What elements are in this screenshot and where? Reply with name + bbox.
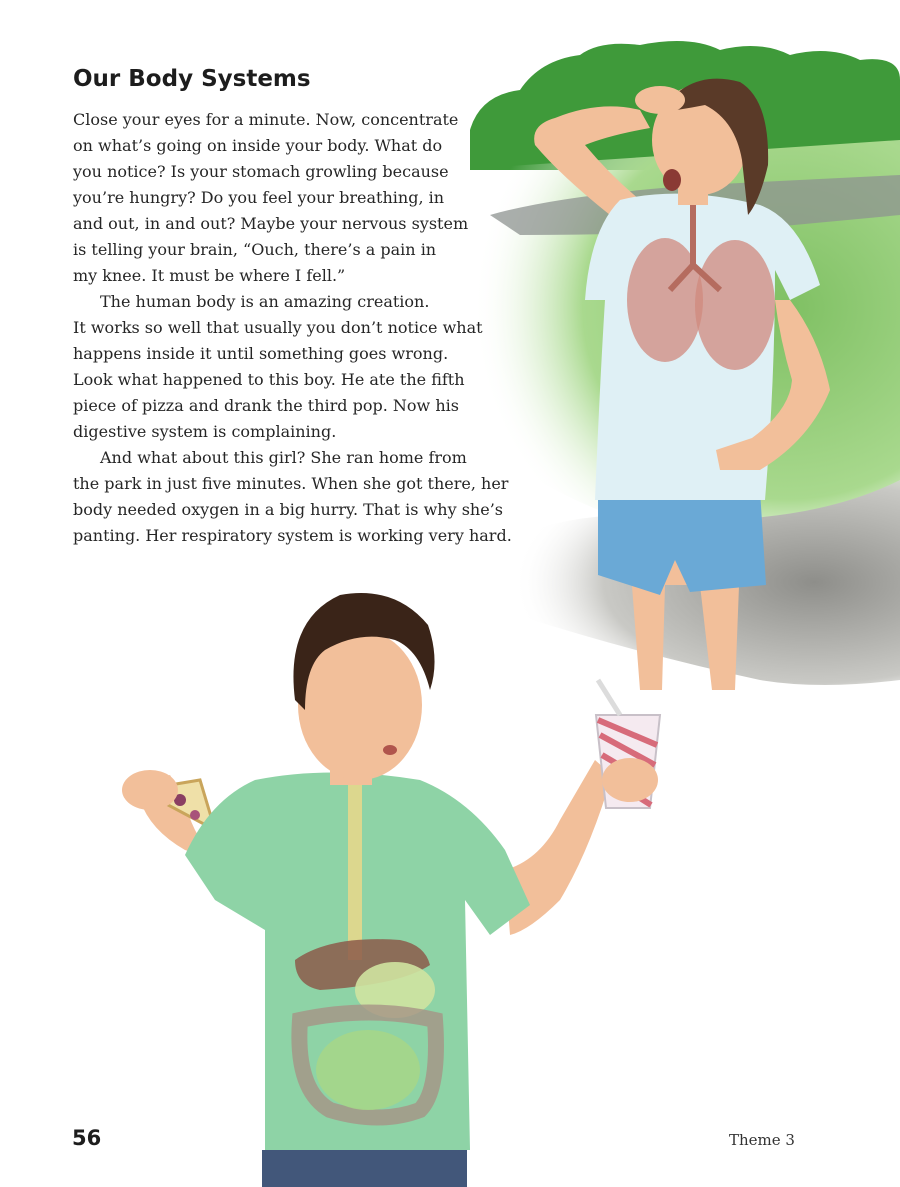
text-line: Look what happened to this boy. He ate the fifth xyxy=(73,370,465,389)
boy-left-hand xyxy=(122,770,178,810)
boy-mouth xyxy=(383,745,397,755)
text-line: panting. Her respiratory system is working very hard. xyxy=(73,526,512,545)
text-line: and out, in and out? Maybe your nervous system xyxy=(73,214,469,233)
drinking-straw xyxy=(598,680,620,715)
boy-right-hand xyxy=(602,758,658,802)
girl-mouth xyxy=(663,169,681,191)
pizza-topping-2 xyxy=(190,810,200,820)
text-line: happens inside it until something goes wrong. xyxy=(73,344,449,363)
text-line: It works so well that usually you don’t notice what xyxy=(73,318,483,337)
text-line: Close your eyes for a minute. Now, concentrate xyxy=(73,110,459,129)
text-line: piece of pizza and drank the third pop. Now his xyxy=(73,396,459,415)
text-line: digestive system is complaining. xyxy=(73,422,337,441)
theme-label: Theme 3 xyxy=(729,1131,795,1149)
text-line: you’re hungry? Do you feel your breathing, in xyxy=(73,188,445,207)
text-line: on what’s going on inside your body. What do xyxy=(73,136,443,155)
girl-hand xyxy=(635,86,685,114)
page-number: 56 xyxy=(72,1126,102,1150)
text-line: The human body is an amazing creation. xyxy=(100,292,430,311)
page-heading: Our Body Systems xyxy=(73,66,311,92)
text-line: the park in just five minutes. When she got there, her xyxy=(73,474,509,493)
text-line: body needed oxygen in a big hurry. That is why she’s xyxy=(73,500,503,519)
small-intestine xyxy=(316,1030,420,1110)
right-lung xyxy=(695,240,775,370)
text-line: you notice? Is your stomach growling because xyxy=(73,162,449,181)
text-line: And what about this girl? She ran home from xyxy=(100,448,467,467)
text-line: my knee. It must be where I fell.” xyxy=(73,266,346,285)
boy-figure xyxy=(122,593,660,1187)
boy-jeans xyxy=(262,1150,467,1187)
text-line: is telling your brain, “Ouch, there’s a pain in xyxy=(73,240,437,259)
